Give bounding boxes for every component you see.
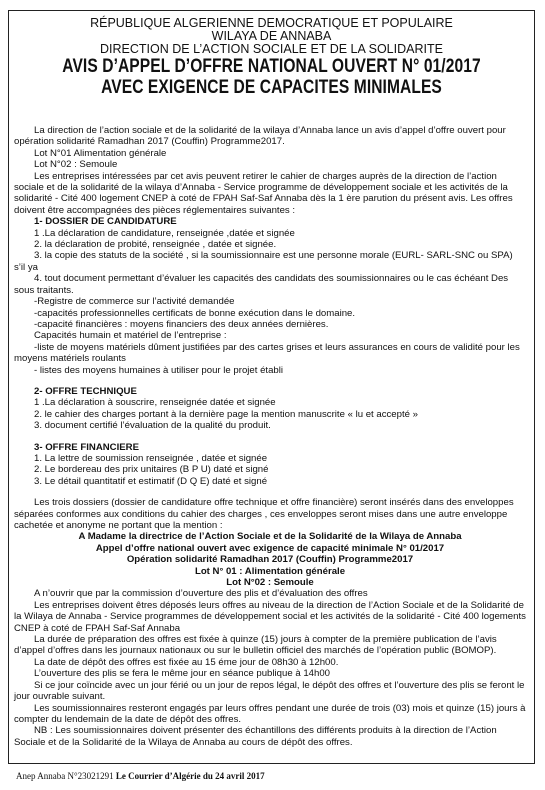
notice-header (8, 17, 535, 98)
section-1-item: -capacités professionnelles certificats de bonne exécution dans le domaine. (34, 307, 356, 319)
section-1-item: - listes des moyens humaines à utiliser pour le projet établi (34, 364, 284, 376)
lot-2-line: Lot N°02 : Semoule (34, 159, 118, 171)
section-3-item: 3. Le détail quantitatif et estimatif (D Q E) daté et signé (34, 475, 268, 487)
publication-footer (16, 771, 265, 781)
envelope-address-line: Lot N°02 : Semoule (226, 577, 314, 589)
envelope-address-line: A Madame la directrice de l’Action Sociale et de la Solidarité de la Wilaya de Annaba (78, 531, 462, 543)
opening-line: L’ouverture des plis se fera le même jour en séance publique à 14h00 (34, 668, 330, 680)
section-2-title: 2- OFFRE TECHNIQUE (34, 385, 137, 397)
section-1-item: 3. la copie des statuts de la société , si la soumissionnaire est une personne morale (EURL- SARL-SNC ou SPA) s’il ya (14, 250, 513, 273)
section-1-item: -liste de moyens matériels dûment justifiées par des cartes grises et leurs assurances en cours de validité pour les moyens matériels roulants (14, 341, 520, 365)
intro-paragraph: La direction de l’action sociale et de la solidarité de la wilaya d’Annaba lance un avis d’appel d’offre ouvert pour opération solidarité Ramadhan 2017 (Couffin) Programme2017. (14, 125, 506, 148)
holiday-paragraph: Si ce jour coïncide avec un jour férié ou un jour de repos légal, le dépôt des offres et l’ouverture des plis se feront le jour ouvrable suivant. (14, 679, 525, 703)
envelope-address-line: Opération solidarité Ramadhan 2017 (Couffin) Programme2017 (126, 554, 414, 566)
notice-subtitle: AVEC EXIGENCE DE CAPACITES MINIMALES (101, 77, 442, 98)
envelope-address-line: Lot N° 01 : Alimentation générale (194, 565, 346, 577)
section-3-title: 3- OFFRE FINANCIERE (34, 441, 140, 453)
envelope-address-line: Appel d’offre national ouvert avec exigence de capacité minimale N° 01/2017 (95, 542, 445, 554)
notice-title: AVIS D’APPEL D’OFFRE NATIONAL OUVERT N° 01/2017 (62, 56, 481, 77)
section-1-title: 1- DOSSIER DE CANDIDATURE (34, 216, 177, 228)
engagement-paragraph: Les soumissionnaires resteront engagés par leurs offres pendant une durée de trois (03) mois et quinze (15) jours à compter du lendemain de la date de dépôt des offres. (14, 702, 526, 725)
envelopes-paragraph: Les trois dossiers (dossier de candidature offre technique et offre financière) seront insérés dans des enveloppes séparées conformes aux conditions du cahier des charges , ces enveloppes seront mises dans une autre enveloppe cachetée et anonyme ne portant que la mention : (14, 497, 514, 531)
duration-paragraph: La durée de préparation des offres est fixée à quinze (15) jours à compter de la première publication de l’avis d’appel d’offres dans les journaux nationaux ou sur le bulletin officiel des marchés de l’opération public (BOMOP). (14, 634, 497, 657)
deposit-paragraph: Les entreprises doivent êtres déposés leurs offres au niveau de la direction de l’Action Sociale et de la Solidarité de la Wilaya de Annaba - Service programmes de développement social et les activités de la solidarité - Cité 400 logements CNEP à coté de FPAH Saf-Saf Annaba (14, 599, 526, 634)
notice-body (14, 125, 526, 748)
section-1-item: Capacités humain et matériel de l’entreprise : (34, 330, 227, 342)
nb-paragraph: NB : Les soumissionnaires doivent présenter des échantillons des différents produits à la direction de l’Action Sociale et de la Solidarité de la Wilaya de Annaba au cours de dépôt des offres. (14, 725, 497, 748)
section-3-item: 1. La lettre de soumission renseignée , datée et signée (34, 452, 268, 464)
section-1-item: 1 .La déclaration de candidature, renseignée ,datée et signée (34, 227, 295, 239)
section-1-item: -capacité financières : moyens financiers des deux années dernières. (34, 318, 329, 330)
direction-line: DIRECTION DE L’ACTION SOCIALE ET DE LA SOLIDARITE (100, 42, 443, 56)
section-3-item: 2. Le bordereau des prix unitaires (B P U) daté et signé (34, 464, 269, 476)
section-1-item: -Registre de commerce sur l’activité demandée (34, 296, 235, 308)
anep-reference: Anep Annaba N°23021291 (16, 771, 114, 781)
section-2-item: 2. le cahier des charges portant à la dernière page la mention manuscrite « lu et accepté » (34, 408, 418, 420)
interest-paragraph: Les entreprises intéressées par cet avis peuvent retirer le cahier de charges auprès de la direction de l’action sociale et de la solidarité de la wilaya d’Annaba - Service programme de développement sociale et les activités de la solidarité - Cité 400 logement CNEP à coté de FPAH Saf-Saf Annaba dès la 1 ère parution du présent avis. Les offres doivent être accompagnées des pièces réglementaires suivantes : (14, 170, 513, 216)
section-2-item: 3. document certifié l’évaluation de la qualité du produit. (34, 420, 271, 432)
republic-line: RÉPUBLIQUE ALGERIENNE DEMOCRATIQUE ET POPULAIRE (90, 16, 453, 30)
section-2-item: 1 .La déclaration à souscrire, renseignée datée et signée (34, 397, 276, 409)
section-1-item: 4. tout document permettant d’évaluer les capacités des candidats des soumissionnaires ou le cas échéant Des sous traitants. (14, 273, 509, 296)
newspaper-source: Le Courrier d’Algérie du 24 avril 2017 (115, 771, 265, 781)
lot-1-line: Lot N°01 Alimentation générale (34, 147, 167, 159)
deposit-date-line: La date de dépôt des offres est fixée au 15 éme jour de 08h30 à 12h00. (34, 656, 339, 668)
section-1-item: 2. la déclaration de probité, renseignée , datée et signée. (34, 239, 277, 251)
open-notice: A n’ouvrir que par la commission d’ouverture des plis et d’évaluation des offres (34, 588, 368, 600)
wilaya-line: WILAYA DE ANNABA (211, 29, 332, 43)
